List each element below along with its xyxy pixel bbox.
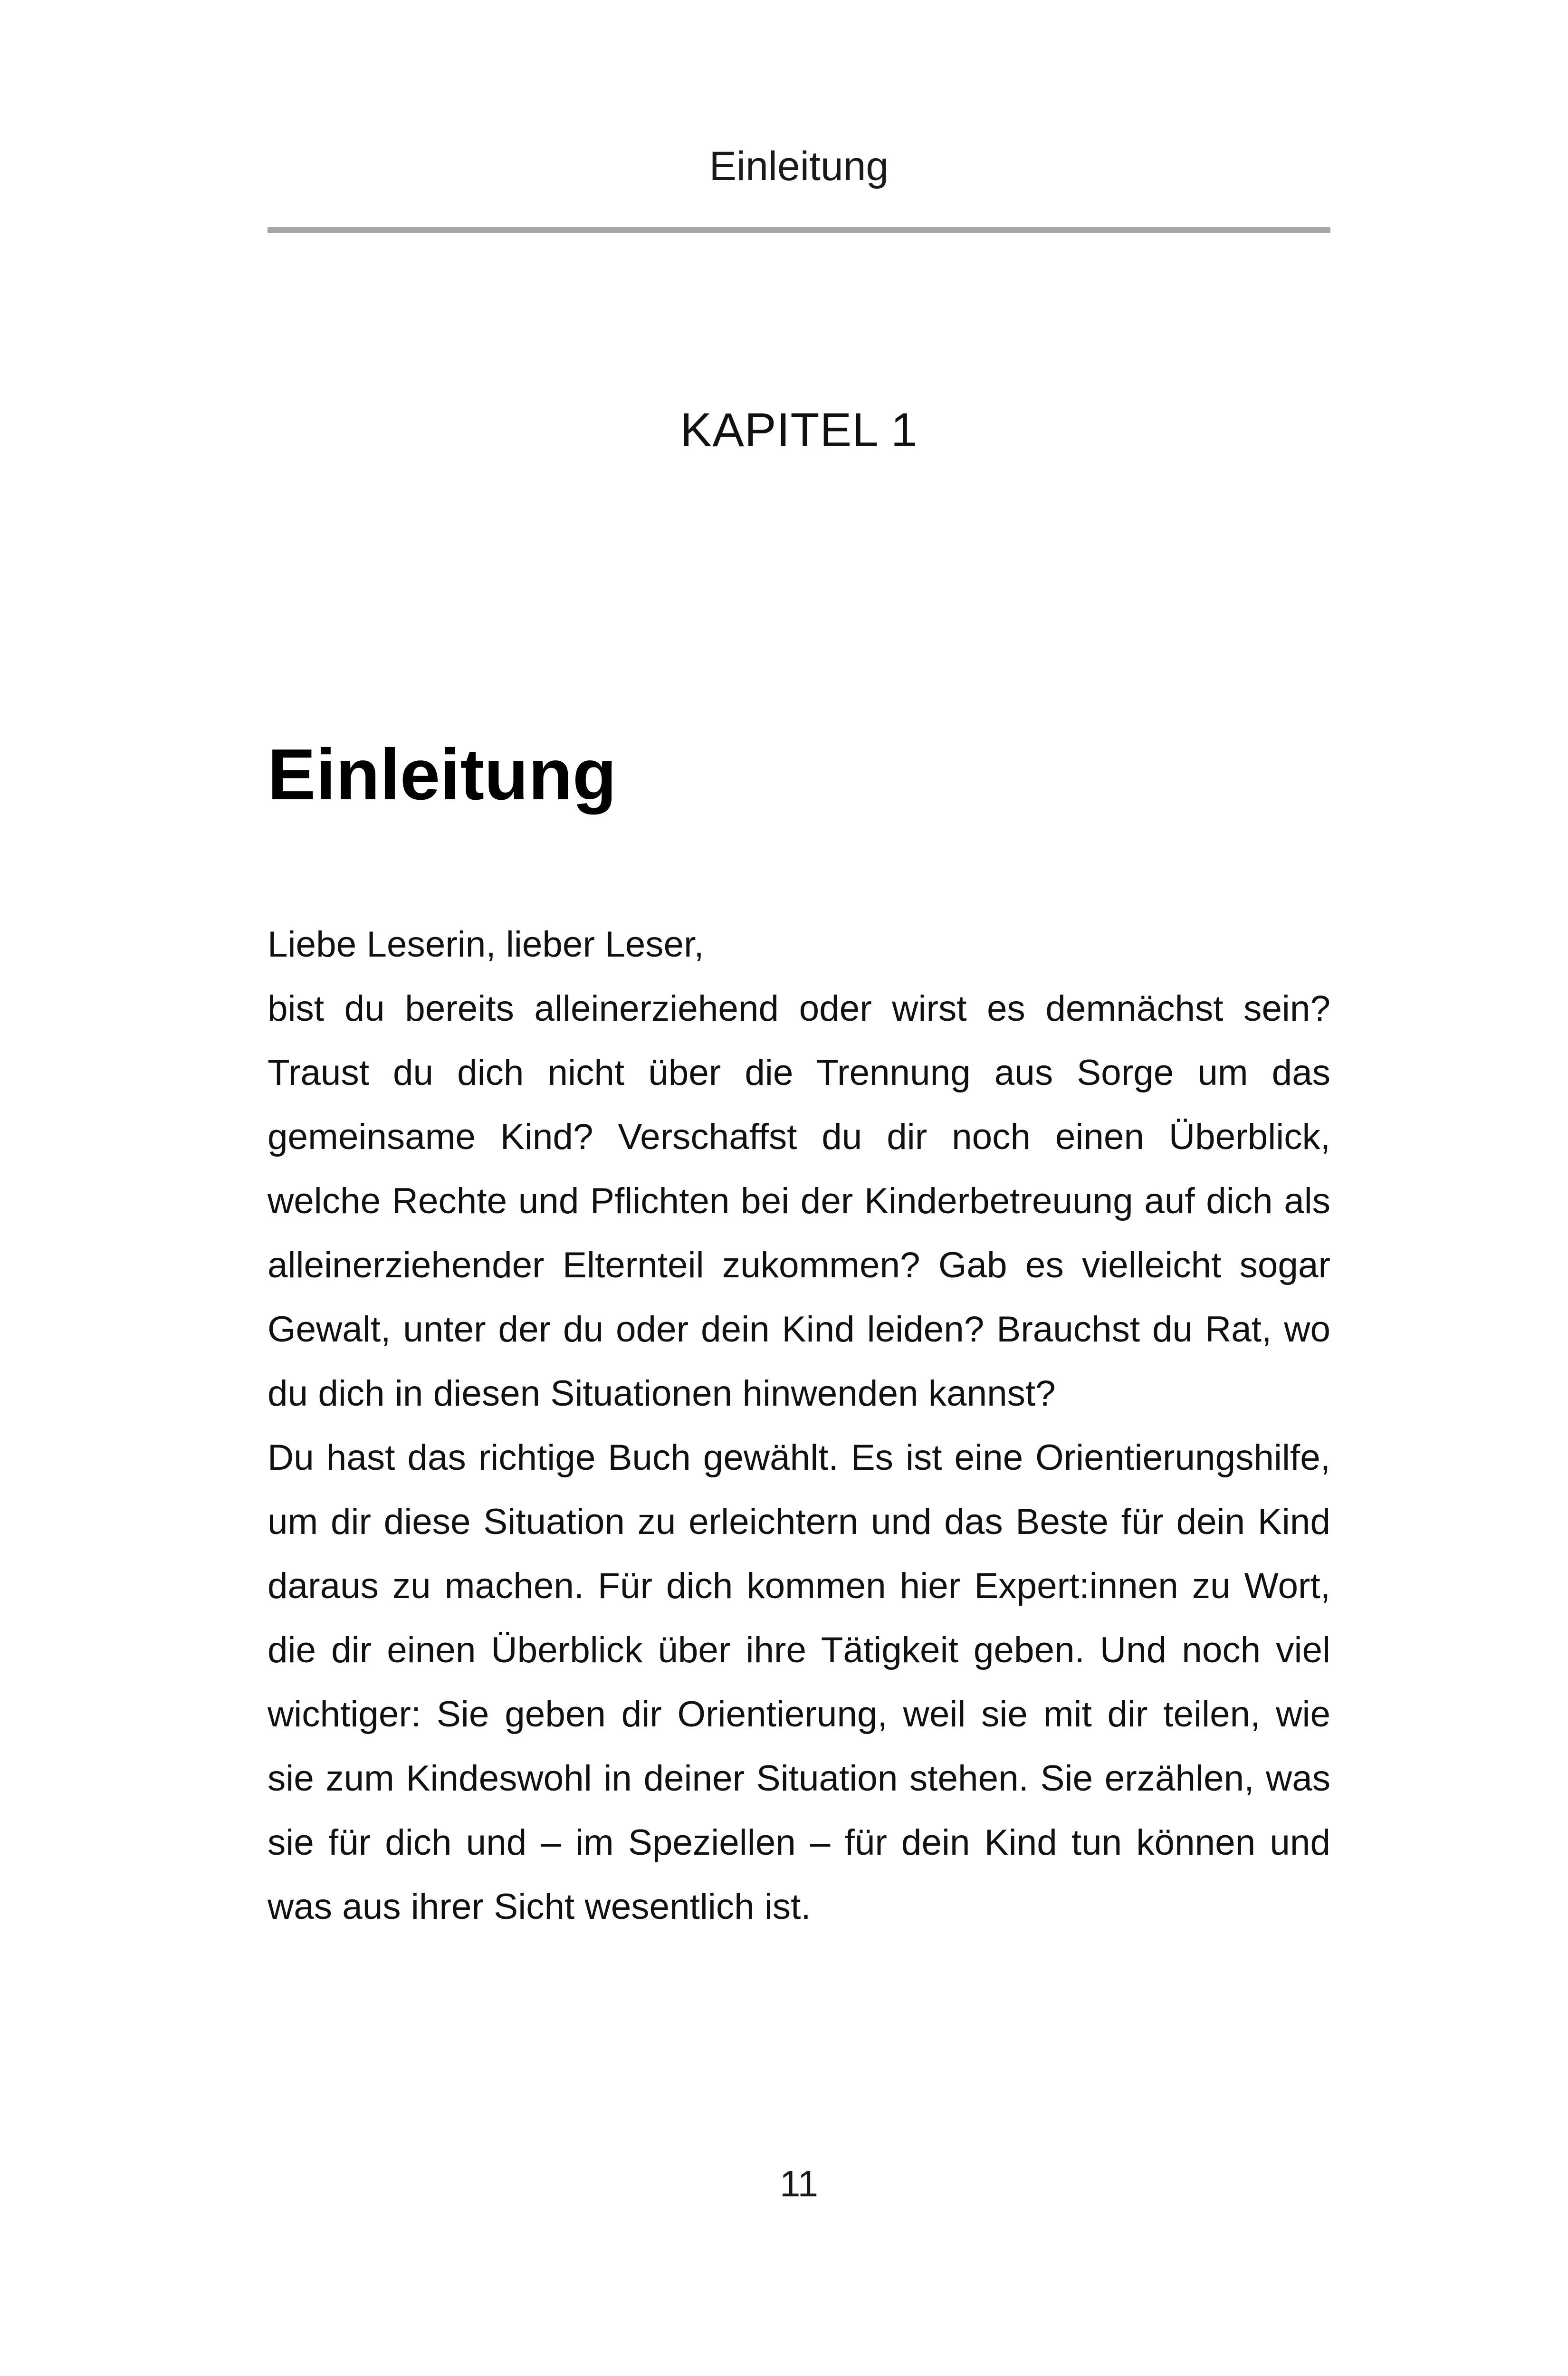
- chapter-label: KAPITEL 1: [680, 403, 918, 457]
- header-divider: [268, 227, 1330, 233]
- body-text: [268, 912, 1330, 1939]
- running-header: Einleitung: [709, 144, 889, 189]
- salutation: Liebe Leserin, lieber Leser,: [268, 924, 704, 965]
- chapter-title: Einleitung: [268, 734, 617, 815]
- paragraph: bist du bereits alleinerziehend oder wirst es demnächst sein? Traust du dich nicht über die Trennung aus Sorge um das gemeinsame Kind? Verschaffst du dir noch einen Überblick, welche Rechte und Pflichten bei der Kinderbetreuung auf dich als alleinerziehender Elternteil zukommen? Gab es vielleicht sogar Gewalt, unter der du oder dein Kind leiden? Brauchst du Rat, wo du dich in diesen Situationen hinwenden kannst?: [268, 988, 1330, 1414]
- page-number: 11: [780, 2163, 818, 2204]
- paragraph: Du hast das richtige Buch gewählt. Es ist eine Orientierungshilfe, um dir diese Situation zu erleichtern und das Beste für dein Kind daraus zu machen. Für dich kommen hier Expert:innen zu Wort, die dir einen Überblick über ihre Tätigkeit geben. Und noch viel wichtiger: Sie geben dir Orientierung, weil sie mit dir teilen, wie sie zum Kindeswohl in deiner Situation stehen. Sie erzählen, was sie für dich und – im Speziellen – für dein Kind tun können und was aus ihrer Sicht wesentlich ist.: [268, 1437, 1330, 1927]
